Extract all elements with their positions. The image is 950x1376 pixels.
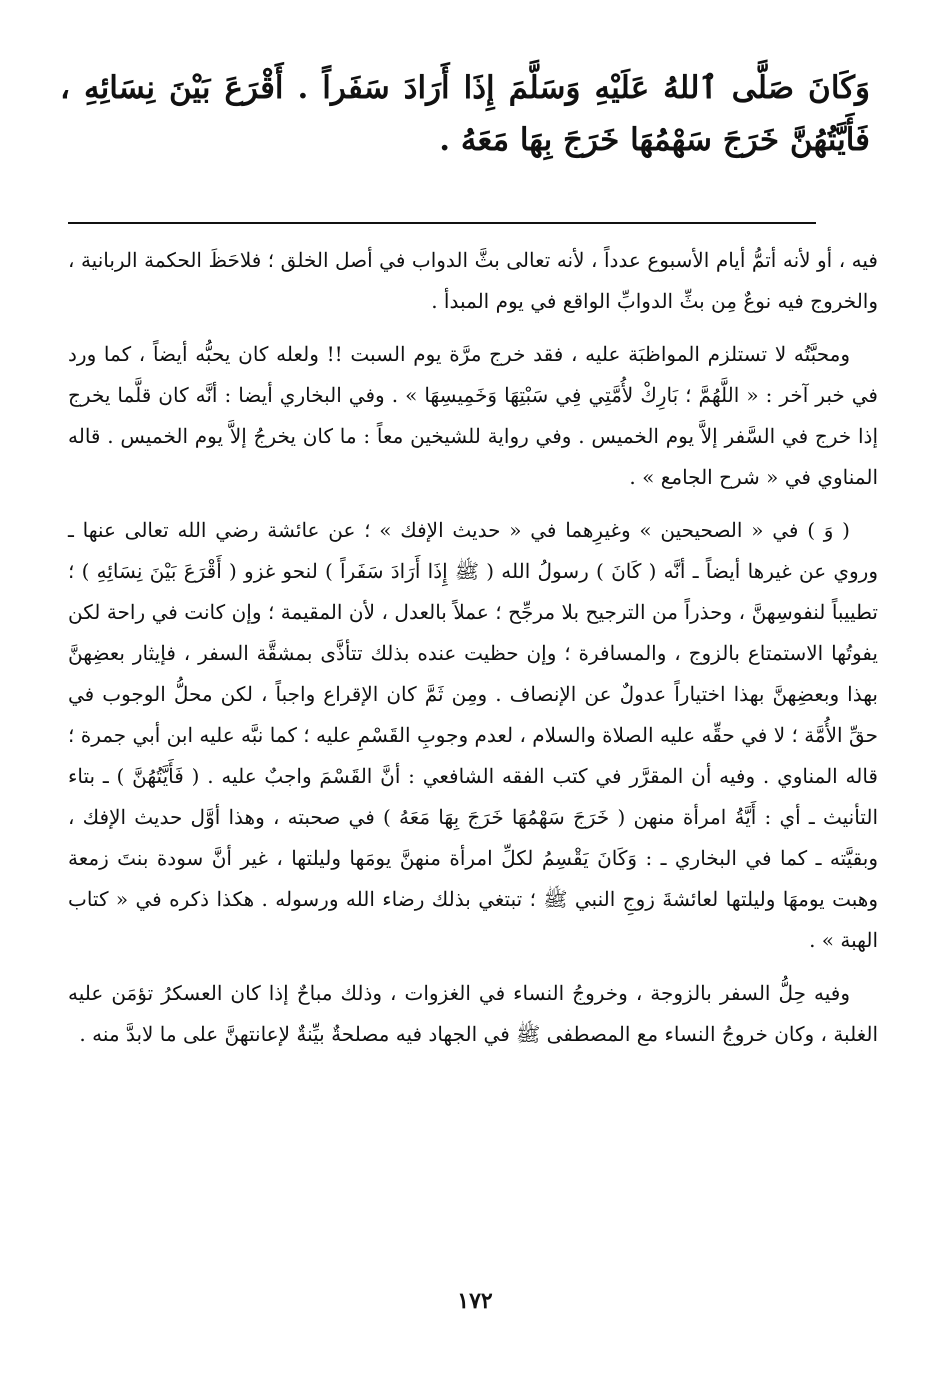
commentary-body [68,240,878,1067]
page-number: ١٧٢ [457,1288,493,1314]
footnote-divider [68,222,816,224]
commentary-paragraph: ومحبَّتُه لا تستلزم المواظبَة عليه ، فقد خرج مرَّة يوم السبت !! ولعله كان يحبُّه أيضاً ، كما ورد في خبر آخر : « اللَّهُمَّ ؛ بَارِكْ لأُمَّتِي فِي سَبْتِهَا وَخَمِيسِهَا » . وفي البخاري أيضا : أنَّه كان قلَّما يخرج إذا خرج في السَّفر إلاَّ يوم الخميس . وفي رواية للشيخين معاً : ما كان يخرجُ إلاَّ يوم الخميس . قاله المناوي في « شرح الجامع » . [68,342,878,489]
commentary-paragraph: فيه ، أو لأنه أتمُّ أيام الأسبوع عدداً ، لأنه تعالى بثَّ الدواب في أصل الخلق ؛ فلاحَظَ الحكمة الربانية ، والخروج فيه نوعٌ مِن بثِّ الدوابِّ الواقع في يوم المبدأ . [68,248,878,313]
commentary-paragraph: ( وَ ) في « الصحيحين » وغيرِهما في « حديث الإفك » ؛ عن عائشة رضي الله تعالى عنها ـ وروي عن غيرها أيضاً ـ أنَّه ( كَانَ ) رسولُ الله ( ﷺ إِذَا أَرَادَ سَفَراً ) لنحو غزو ( أَقْرَعَ بَيْنَ نِسَائِهِ ) ؛ تطييباً لنفوسِهنَّ ، وحذراً من الترجيح بلا مرجِّح ؛ عملاً بالعدل ، لأن المقيمة ؛ وإن كانت في راحة لكن يفوتُها الاستمتاع بالزوج ، والمسافرة ؛ وإن حظيت عنده بذلك تتأذَّى بمشقَّة السفر ، فإيثار بعضِهنَّ بهذا وبعضِهنَّ بهذا اختياراً عدولٌ عن الإنصاف . ومِن ثَمَّ كان الإقراع واجباً ، لكن محلُّ الوجوب في حقِّ الأُمَّة ؛ لا في حقِّه عليه الصلاة والسلام ، لعدم وجوبِ القَسْمِ عليه ؛ كما نبَّه عليه ابن أبي جمرة ؛ قاله المناوي . وفيه أن المقرَّر في كتب الفقه الشافعي : أنَّ القَسْمَ واجبٌ عليه . ( فَأَيَّتُهُنَّ ) ـ بتاء التأنيث ـ أي : أَيَّةُ امرأة منهن ( خَرَجَ سَهْمُهَا خَرَجَ بِهَا مَعَهُ ) في صحبته ، وهذا أوَّل حديث الإفك ، وبقيَّته ـ كما في البخاري ـ : وَكَانَ يَقْسِمُ لكلِّ امرأة منهنَّ يومَها وليلتها ، غير أنَّ سودة بنتَ زمعة وهبت يومهَا وليلتها لعائشةَ زوجِ النبي ﷺ ؛ تبتغي بذلك رضاء الله ورسوله . هكذا ذكره في « كتاب الهبة » . [68,518,879,952]
commentary-paragraph: وفيه حِلُّ السفر بالزوجة ، وخروجُ النساء في الغزوات ، وذلك مباحٌ إذا كان العسكرُ تؤمَن عليه الغلبة ، وكان خروجُ النساء مع المصطفى ﷺ في الجهاد فيه مصلحةٌ بيِّنةٌ لإعانتهنَّ على ما لابدَّ منه . [68,981,878,1046]
hadith-text: وَكَانَ صَلَّى ٱللهُ عَلَيْهِ وَسَلَّمَ إِذَا أَرَادَ سَفَراً . أَقْرَعَ بَيْنَ نِسَائِهِ ، فَأَيَّتُهُنَّ خَرَجَ سَهْمُهَا خَرَجَ بِهَا مَعَهُ . [60,70,870,158]
